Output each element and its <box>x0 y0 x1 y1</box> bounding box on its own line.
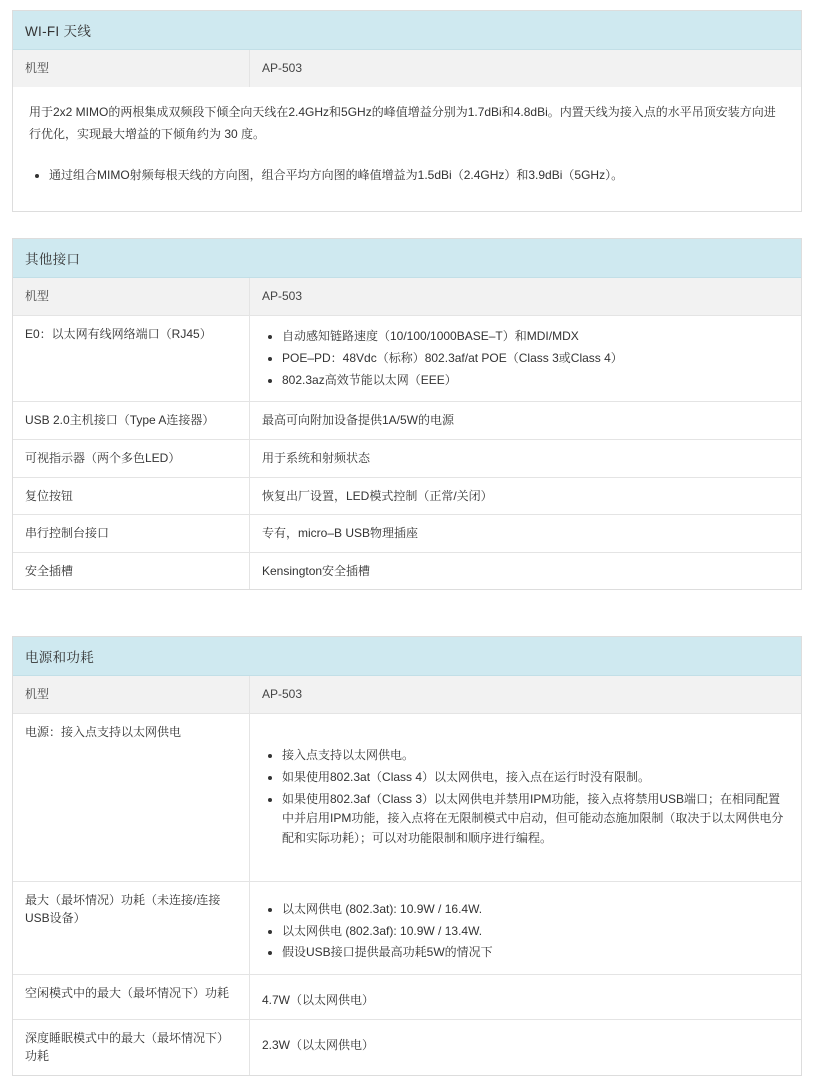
other-interfaces-table <box>13 278 801 589</box>
table-row <box>13 402 801 440</box>
section-power-consumption <box>12 636 802 1076</box>
table-row <box>13 439 801 477</box>
section-title-wifi-antenna: WI-FI 天线 <box>13 11 801 50</box>
list-item: • 自动感知链路速度（10/100/1000BASE–T）和MDI/MDX <box>282 327 789 347</box>
table-row <box>13 315 801 401</box>
table-row <box>13 1019 801 1075</box>
table-row <box>13 975 801 1020</box>
row-label: 复位按钮 <box>13 477 250 515</box>
wifi-antenna-body <box>13 87 801 212</box>
row-label: 串行控制台接口 <box>13 515 250 553</box>
list-item: • POE–PD：48Vdc（标称）802.3af/at POE（Class 3或Class 4） <box>282 349 789 369</box>
column-header-model-value: AP-503 <box>262 289 303 304</box>
column-header-model: 机型 <box>13 278 250 315</box>
row-label: 电源：接入点支持以太网供电 <box>13 713 250 881</box>
column-header-model: 机型 <box>13 50 250 87</box>
list-item: • 假设USB接口提供最高功耗5W的情况下 <box>282 943 789 963</box>
list-item: • 802.3az高效节能以太网（EEE） <box>282 371 789 391</box>
row-label: E0：以太网有线网络端口（RJ45） <box>13 315 250 401</box>
table-header-row <box>13 676 801 713</box>
row-label: 安全插槽 <box>13 552 250 589</box>
list-item: • 接入点支持以太网供电。 <box>282 746 789 766</box>
row-value: Kensington安全插槽 <box>262 563 371 578</box>
row-value <box>250 881 802 974</box>
row-label: 空闲模式中的最大（最坏情况下）功耗 <box>13 975 250 1020</box>
row-value: 恢复出厂设置，LED模式控制（正常/关闭） <box>262 488 493 503</box>
column-header-model: 机型 <box>13 676 250 713</box>
wifi-antenna-paragraph: 用于2x2 MIMO的两根集成双频段下倾全向天线在2.4GHz和5GHz的峰值增益分别为1.7dBi和4.8dBi。内置天线为接入点的水平吊顶安装方向进行优化，实现最大增益的下倾角约为 30 度。 <box>29 104 776 141</box>
row-value: 专有，micro–B USB物理插座 <box>262 526 419 541</box>
list-item: • 如果使用802.3af（Class 3）以太网供电并禁用IPM功能，接入点将禁用USB端口；在相同配置中并启用IPM功能，接入点将在无限制模式中启动，但可能动态施加限制（取决于以太网供电分配和实际功耗）；可以对功能限制和顺序进行编程。 <box>282 790 789 849</box>
power-consumption-table <box>13 676 801 1075</box>
list-item: • 如果使用802.3at（Class 4）以太网供电，接入点在运行时没有限制。 <box>282 768 789 788</box>
row-bullet-list <box>262 746 789 849</box>
table-header-row <box>13 50 801 87</box>
wifi-antenna-bullet-block <box>13 147 801 211</box>
row-label: 可视指示器（两个多色LED） <box>13 439 250 477</box>
row-value: 用于系统和射频状态 <box>262 450 371 465</box>
table-row <box>13 515 801 553</box>
table-row <box>13 477 801 515</box>
list-item: • 以太网供电 (802.3af): 10.9W / 13.4W. <box>282 922 789 942</box>
row-label: 深度睡眠模式中的最大（最坏情况下）功耗 <box>13 1019 250 1075</box>
row-label: 最大（最坏情况）功耗（未连接/连接USB设备） <box>13 881 250 974</box>
section-title-power-consumption: 电源和功耗 <box>13 637 801 676</box>
section-spacer <box>8 590 806 636</box>
table-row <box>13 552 801 589</box>
list-item: • 通过组合MIMO射频每根天线的方向图，组合平均方向图的峰值增益为1.5dBi（2.4GHz）和3.9dBi（5GHz）。 <box>49 165 785 185</box>
row-value: 4.7W（以太网供电） <box>262 993 375 1008</box>
section-wifi-antenna <box>12 10 802 212</box>
section-spacer <box>8 212 806 238</box>
list-item: • 以太网供电 (802.3at): 10.9W / 16.4W. <box>282 900 789 920</box>
section-other-interfaces <box>12 238 802 590</box>
column-header-model-value: AP-503 <box>262 61 303 75</box>
wifi-antenna-table <box>13 50 801 87</box>
row-bullet-list <box>262 327 789 390</box>
table-header-row <box>13 278 801 315</box>
row-value <box>250 315 802 401</box>
row-value: 最高可向附加设备提供1A/5W的电源 <box>262 413 455 428</box>
section-title-other-interfaces: 其他接口 <box>13 239 801 278</box>
row-value <box>250 713 802 881</box>
table-row <box>13 713 801 881</box>
wifi-antenna-bullet-list <box>29 165 785 185</box>
row-value: 2.3W（以太网供电） <box>262 1037 375 1052</box>
row-label: USB 2.0主机接口（Type A连接器） <box>13 402 250 440</box>
column-header-model-value: AP-503 <box>262 687 303 702</box>
row-bullet-list <box>262 900 789 963</box>
table-row <box>13 881 801 974</box>
